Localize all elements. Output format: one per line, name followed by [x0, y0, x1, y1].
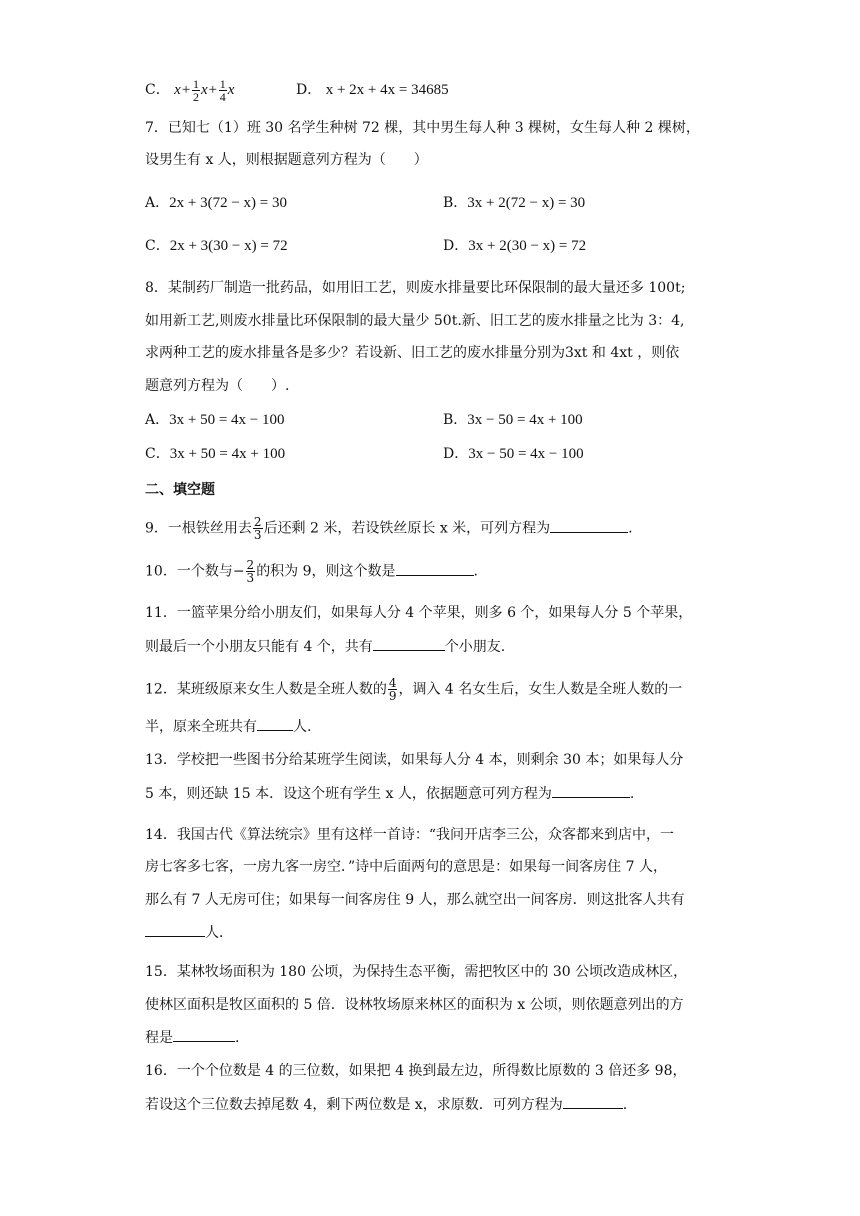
q12-line-2: 半，原来全班共有 人.	[145, 716, 311, 737]
q7-option-d: D．3x + 2(30 − x) = 72	[443, 238, 587, 254]
answer-blank[interactable]	[550, 518, 628, 533]
answer-blank[interactable]	[552, 783, 630, 798]
fraction: $\frac{2}{3}$	[246, 558, 255, 585]
q7-option-a: A．2x + 3(72 − x) = 30	[145, 195, 287, 211]
q8-option-c: C．3x + 50 = 4x + 100	[145, 446, 286, 462]
answer-blank[interactable]	[257, 716, 293, 731]
answer-blank[interactable]	[563, 1094, 623, 1109]
answer-blank[interactable]	[173, 1027, 235, 1042]
q9: 9．一根铁丝用去 $\frac{2}{3}$ 后还剩 2 米，若设铁丝原长 x 米，可列方程为 .	[145, 515, 633, 542]
fraction: $\frac{1}{2}$	[192, 77, 199, 104]
q10: 10．一个数与− $\frac{2}{3}$ 的积为 9，则这个数是 .	[145, 558, 478, 585]
q14-line-2: 房七客多七客，一房九客一房空．”诗中后面两句的意思是：如果每一间客房住 7 人，	[145, 859, 667, 875]
q14-line-3: 那么有 7 人无房可住；如果每一间客房住 9 人，那么就空出一间客房．则这批客人共有	[145, 892, 685, 908]
answer-blank[interactable]	[373, 636, 445, 651]
section-title: 二、填空题	[145, 482, 215, 498]
q7-option-c: C．2x + 3(30 − x) = 72	[145, 238, 288, 254]
q15-line-1: 15．某林牧场面积为 180 公顷，为保持生态平衡，需把牧区中的 30 公顷改造成林区，	[145, 964, 688, 980]
fraction: $\frac{1}{4}$	[219, 77, 226, 104]
option-label: D．	[296, 82, 322, 98]
q6-option-d	[296, 80, 449, 100]
q14-line-4: 人．	[145, 922, 233, 943]
q11-line-2: 则最后一个小朋友只能有 4 个，共有 个小朋友.	[145, 636, 505, 657]
q8-line-4: 题意列方程为（ ）.	[145, 378, 290, 394]
q11-line-1: 11．一篮苹果分给小朋友们，如果每人分 4 个苹果，则多 6 个，如果每人分 5 个苹果，	[145, 605, 693, 621]
q13-line-2: 5 本，则还缺 15 本．设这个班有学生 x 人，依据题意可列方程为 .	[145, 783, 634, 804]
fraction: $\frac{2}{3}$	[253, 515, 262, 542]
q8-line-1: 8．某制药厂制造一批药品，如用旧工艺，则废水排量要比环保限制的最大量还多 100t;	[145, 280, 686, 296]
q8-option-a: A．3x + 50 = 4x − 100	[145, 412, 285, 428]
option-label: C．	[145, 81, 170, 98]
answer-blank[interactable]	[145, 922, 205, 937]
q6-option-c	[145, 78, 234, 103]
q16-line-1: 16．一个个位数是 4 的三位数，如果把 4 换到最左边，所得数比原数的 3 倍还多 98，	[145, 1063, 687, 1079]
q7-line-1: 7．已知七（1）班 30 名学生种树 72 棵，其中男生每人种 3 棵树，女生每人种 2 棵树，	[145, 120, 700, 136]
q13-line-1: 13．学校把一些图书分给某班学生阅读，如果每人分 4 本，则剩余 30 本；如果每人分	[145, 752, 684, 768]
q6-c-expression: x+ $\frac{1}{2}$ x+ $\frac{1}{4}$ x	[174, 77, 235, 104]
q7-line-2: 设男生有 x 人，则根据题意列方程为（ ）	[145, 152, 428, 168]
q12-line-1: 12．某班级原来女生人数是全班人数的 $\frac{4}{9}$ ，调入 4 名女生后，女生人数是全班人数的一	[145, 676, 683, 703]
q8-option-d: D．3x − 50 = 4x − 100	[443, 446, 584, 462]
q15-line-3: 程是 .	[145, 1027, 239, 1048]
q6-d-expression: x + 2x + 4x = 34685	[325, 82, 449, 98]
q8-option-b: B．3x − 50 = 4x + 100	[443, 412, 583, 428]
q8-line-3: 求两种工艺的废水排量各是多少？若设新、旧工艺的废水排量分别为3xt 和 4xt ，则依	[145, 345, 680, 361]
q16-line-2: 若设这个三位数去掉尾数 4，剩下两位数是 x，求原数．可列方程为 .	[145, 1094, 627, 1115]
q8-line-2: 如用新工艺,则废水排量比环保限制的最大量少 50t.新、旧工艺的废水排量之比为 3：4,	[145, 313, 685, 329]
fraction: $\frac{4}{9}$	[388, 676, 397, 703]
q14-line-1: 14．我国古代《算法统宗》里有这样一首诗：“我问开店李三公，众客都来到店中，一	[145, 827, 674, 843]
answer-blank[interactable]	[396, 561, 474, 576]
q15-line-2: 使林区面积是牧区面积的 5 倍．设林牧场原来林区的面积为 x 公顷，则依题意列出的方	[145, 997, 684, 1013]
q7-option-b: B．3x + 2(72 − x) = 30	[443, 195, 586, 211]
